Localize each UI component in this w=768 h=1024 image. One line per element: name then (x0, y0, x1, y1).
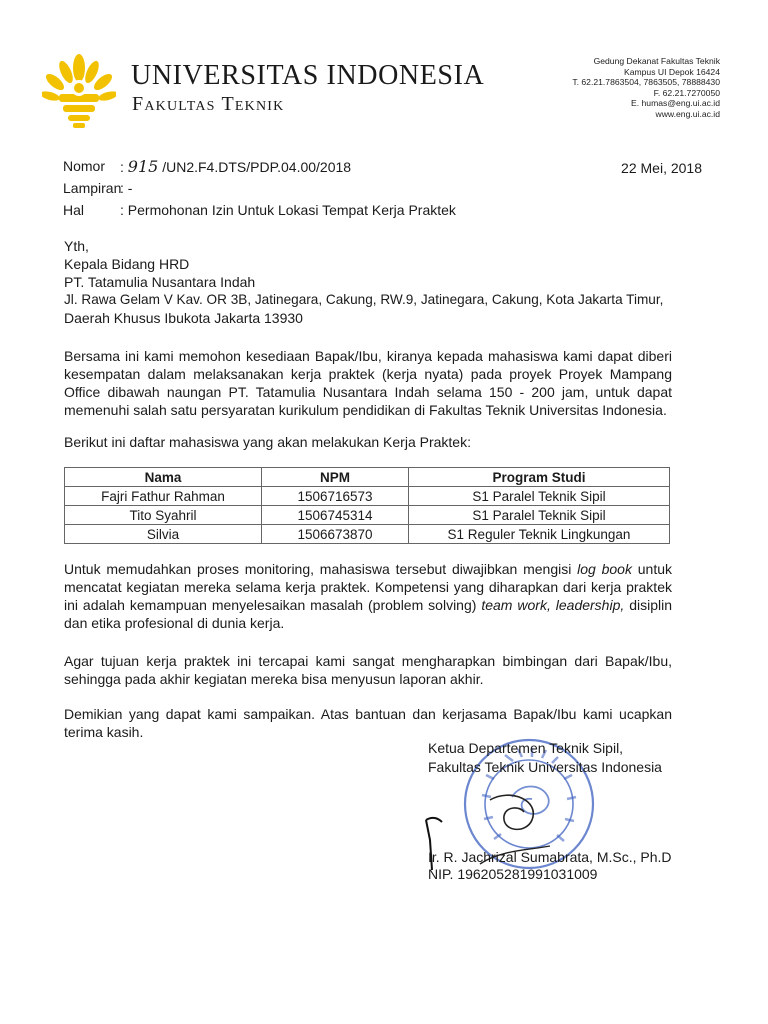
list-intro: Berikut ini daftar mahasiswa yang akan melakukan Kerja Praktek: (64, 434, 471, 450)
address-line: www.eng.ui.ac.id (655, 108, 720, 119)
hal-value: : Permohonan Izin Untuk Lokasi Tempat Kerja Praktek (120, 202, 456, 218)
recipient-line: Daerah Khusus Ibukota Jakarta 13930 (64, 310, 303, 326)
nomor-value: /UN2.F4.DTS/PDP.04.00/2018 (162, 159, 352, 175)
column-header: Nama (65, 468, 262, 487)
lampiran-label: Lampiran (63, 180, 122, 196)
table-cell: S1 Paralel Teknik Sipil (409, 506, 670, 525)
table-cell: 1506745314 (262, 506, 409, 525)
table-cell: S1 Reguler Teknik Lingkungan (409, 525, 670, 544)
university-logo-icon (42, 50, 116, 130)
column-header: NPM (262, 468, 409, 487)
table-row (65, 487, 670, 506)
student-table (64, 467, 670, 544)
closing-paragraph: Demikian yang dapat kami sampaikan. Atas bantuan dan kerjasama Bapak/Ibu kami ucapkan terima kasih. (64, 706, 672, 740)
letter-date: 22 Mei, 2018 (621, 160, 702, 176)
signatory-nip: NIP. 196205281991031009 (428, 866, 598, 882)
address-line: E. humas@eng.ui.ac.id (631, 98, 720, 108)
handwritten-number: 915 (127, 157, 159, 176)
signatory-title: Fakultas Teknik Universitas Indonesia (428, 759, 662, 775)
faculty-name: Fakultas Teknik (132, 93, 285, 115)
nomor-label: Nomor (63, 158, 106, 174)
table-cell: S1 Paralel Teknik Sipil (409, 487, 670, 506)
hal-label: Hal (63, 202, 85, 218)
address-line: F. 62.21.7270050 (653, 87, 720, 98)
salutation: Yth, (64, 238, 89, 254)
table-header-row (65, 468, 670, 487)
body-paragraph: Untuk memudahkan proses monitoring, mahasiswa tersebut diwajibkan mengisi log book untuk mencatat kegiatan mereka selama kerja praktek. Kompetensi yang diharapkan dari kerja praktek ini adalah kemampuan menyelesaikan masalah (problem solving) team work, leadership, disiplin dan etika profesional di dunia kerja. (64, 561, 672, 631)
address-line: Gedung Dekanat Fakultas Teknik (593, 56, 720, 66)
address-line: Kampus UI Depok 16424 (623, 66, 720, 77)
nomor-colon: : (120, 159, 124, 175)
table-row (65, 506, 670, 525)
signatory-name: Ir. R. Jachrizal Sumabrata, M.Sc., Ph.D (428, 849, 672, 865)
table-cell: 1506673870 (262, 525, 409, 544)
contact-address (500, 56, 720, 119)
signatory-title: Ketua Departemen Teknik Sipil, (428, 740, 624, 756)
column-header: Program Studi (409, 468, 670, 487)
body-paragraph: Bersama ini kami memohon kesediaan Bapak/Ibu, kiranya kepada mahasiswa kami dapat diberi kesempatan dalam melaksanakan kerja praktek (kerja nyata) pada proyek Proyek Mampang Office dibawah naungan PT. Tatamulia Nusantara Indah selama 150 - 200 jam, untuk dapat memenuhi salah satu persyaratan kurikulum pendidikan di Fakultas Teknik Universitas Indonesia. (64, 348, 672, 418)
table-row (65, 525, 670, 544)
recipient-line: PT. Tatamulia Nusantara Indah (64, 274, 256, 290)
table-cell: Tito Syahril (65, 506, 262, 525)
table-cell: Silvia (65, 525, 262, 544)
recipient-line: Kepala Bidang HRD (64, 256, 190, 272)
address-line: T. 62.21.7863504, 7863505, 78888430 (572, 77, 720, 87)
body-paragraph: Agar tujuan kerja praktek ini tercapai kami sangat mengharapkan bimbingan dari Bapak/Ibu, sehingga pada akhir kegiatan mereka bisa menyusun laporan akhir. (64, 653, 672, 687)
table-cell: Fajri Fathur Rahman (65, 487, 262, 506)
university-name: UNIVERSITAS INDONESIA (131, 60, 485, 91)
lampiran-value: : - (120, 180, 133, 196)
recipient-line: Jl. Rawa Gelam V Kav. OR 3B, Jatinegara, Cakung, RW.9, Jatinegara, Cakung, Kota Jakarta Timur, (64, 292, 664, 307)
table-cell: 1506716573 (262, 487, 409, 506)
